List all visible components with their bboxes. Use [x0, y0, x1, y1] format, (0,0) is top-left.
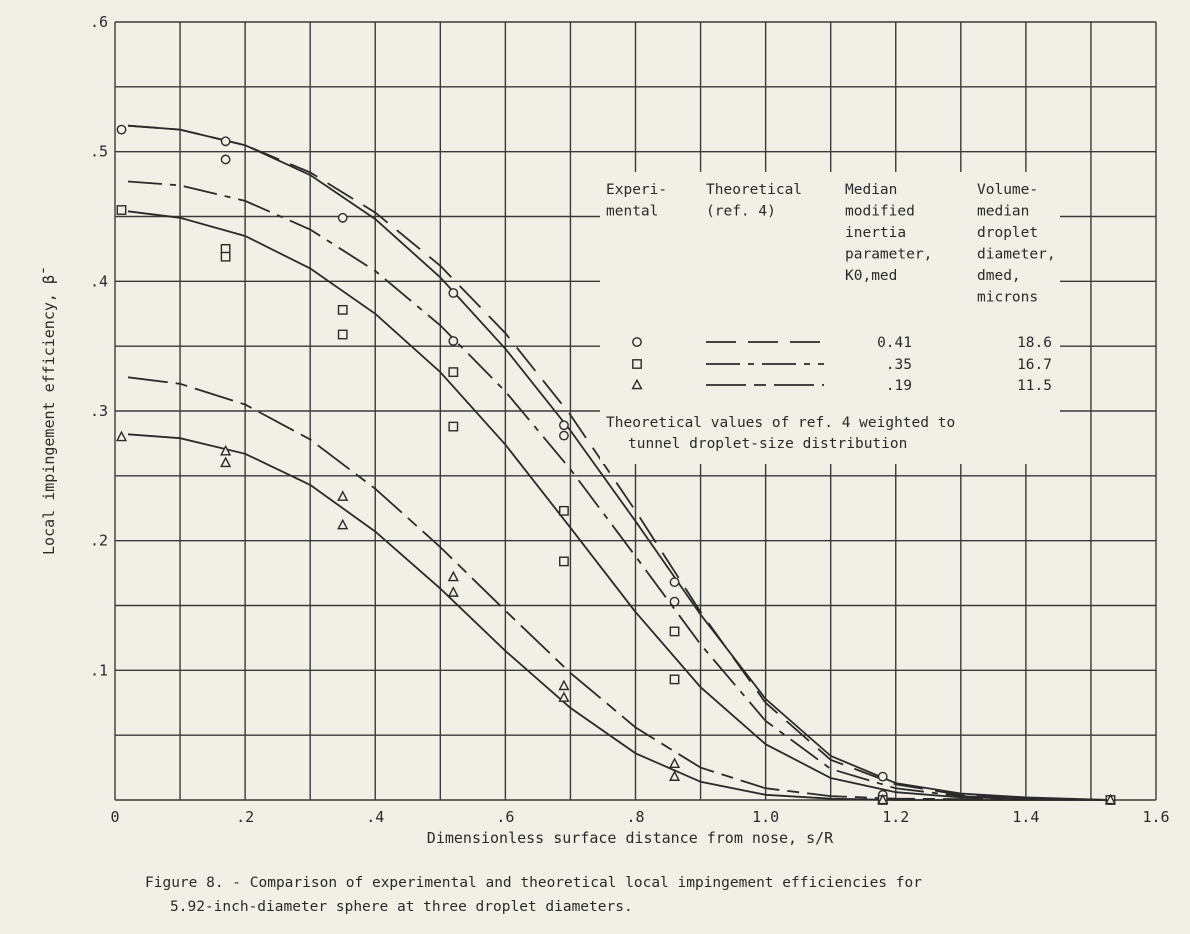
x-tick-label: .2: [236, 808, 255, 826]
data-point-triangle: [338, 520, 347, 528]
data-point-circle: [221, 155, 229, 163]
legend-header-text: microns: [977, 289, 1039, 306]
data-point-triangle: [670, 772, 679, 780]
legend-k0-value: .35: [885, 357, 912, 373]
legend-marker-square: [633, 360, 641, 368]
legend-note-text: Theoretical values of ref. 4 weighted to: [606, 415, 956, 431]
legend-header-text: Experi-: [606, 182, 668, 198]
data-point-triangle: [449, 588, 458, 596]
data-point-triangle: [670, 759, 679, 767]
legend-header-text: modified: [845, 203, 915, 220]
legend-header-text: Median: [845, 182, 898, 198]
data-point-triangle: [117, 432, 126, 440]
data-point-circle: [449, 337, 457, 345]
y-tick-label: .2: [89, 531, 108, 550]
x-tick-label: 1.0: [752, 808, 780, 826]
data-point-circle: [560, 431, 568, 439]
data-point-circle: [670, 597, 678, 605]
y-tick-label: .6: [89, 13, 108, 31]
data-point-circle: [449, 289, 457, 297]
legend-d-value: 16.7: [1017, 357, 1052, 373]
x-tick-label: 1.4: [1012, 808, 1040, 826]
legend-header-text: (ref. 4): [706, 203, 776, 220]
y-tick-label: .5: [89, 142, 108, 161]
x-tick-label: .4: [366, 808, 385, 826]
data-point-square: [670, 675, 678, 683]
legend-header-text: mental: [606, 203, 659, 220]
caption-line-1: Figure 8. - Comparison of experimental and theoretical local impingement efficiencies for: [145, 875, 922, 891]
y-tick-label: .4: [89, 272, 108, 291]
data-point-square: [339, 330, 347, 338]
legend-header-text: K0,med: [845, 268, 898, 284]
data-point-square: [339, 306, 347, 314]
data-point-square: [449, 368, 457, 376]
legend-header-text: dmed,: [977, 268, 1021, 284]
legend-k0-value: .19: [885, 378, 912, 394]
legend-d-value: 11.5: [1017, 378, 1052, 394]
legend-header-text: parameter,: [845, 246, 933, 263]
weighted-curve-triangle: [128, 434, 1111, 800]
x-tick-label: 1.6: [1142, 808, 1170, 826]
x-tick-label: .6: [496, 808, 515, 826]
data-point-square: [560, 507, 568, 515]
data-point-square: [560, 557, 568, 565]
legend-header-text: diameter,: [977, 246, 1056, 263]
data-point-circle: [879, 772, 887, 780]
data-point-circle: [339, 214, 347, 222]
legend-header-text: Volume-: [977, 182, 1039, 198]
data-point-square: [221, 252, 229, 260]
caption-line-2: 5.92-inch-diameter sphere at three droplet diameters.: [170, 899, 633, 915]
legend-header-text: droplet: [977, 225, 1039, 241]
y-tick-label: .3: [89, 402, 108, 420]
x-tick-label: 1.2: [882, 808, 910, 826]
x-tick-label: 0: [110, 808, 120, 826]
y-tick-label: .1: [89, 661, 108, 680]
data-point-triangle: [449, 572, 458, 580]
data-point-triangle: [560, 681, 569, 689]
data-point-circle: [560, 421, 568, 429]
data-point-square: [449, 422, 457, 430]
legend-k0-value: 0.41: [877, 335, 912, 351]
y-axis-label: Local impingement efficiency, β̄: [40, 275, 58, 555]
legend-header-text: inertia: [845, 225, 907, 241]
data-point-circle: [117, 125, 125, 133]
data-point-triangle: [221, 458, 230, 466]
legend-note-text: tunnel droplet-size distribution: [628, 436, 908, 452]
legend-header-text: median: [977, 203, 1030, 220]
data-point-square: [670, 627, 678, 635]
data-point-square: [117, 206, 125, 214]
data-point-circle: [221, 137, 229, 145]
data-point-circle: [670, 578, 678, 586]
legend-marker-circle: [633, 338, 641, 346]
legend-d-value: 18.6: [1017, 335, 1052, 351]
x-axis-label: Dimensionless surface distance from nose, s/R: [426, 829, 834, 847]
data-point-triangle: [338, 492, 347, 500]
legend-header-text: Theoretical: [706, 182, 803, 198]
x-tick-label: .8: [626, 808, 645, 826]
data-point-triangle: [560, 693, 569, 701]
